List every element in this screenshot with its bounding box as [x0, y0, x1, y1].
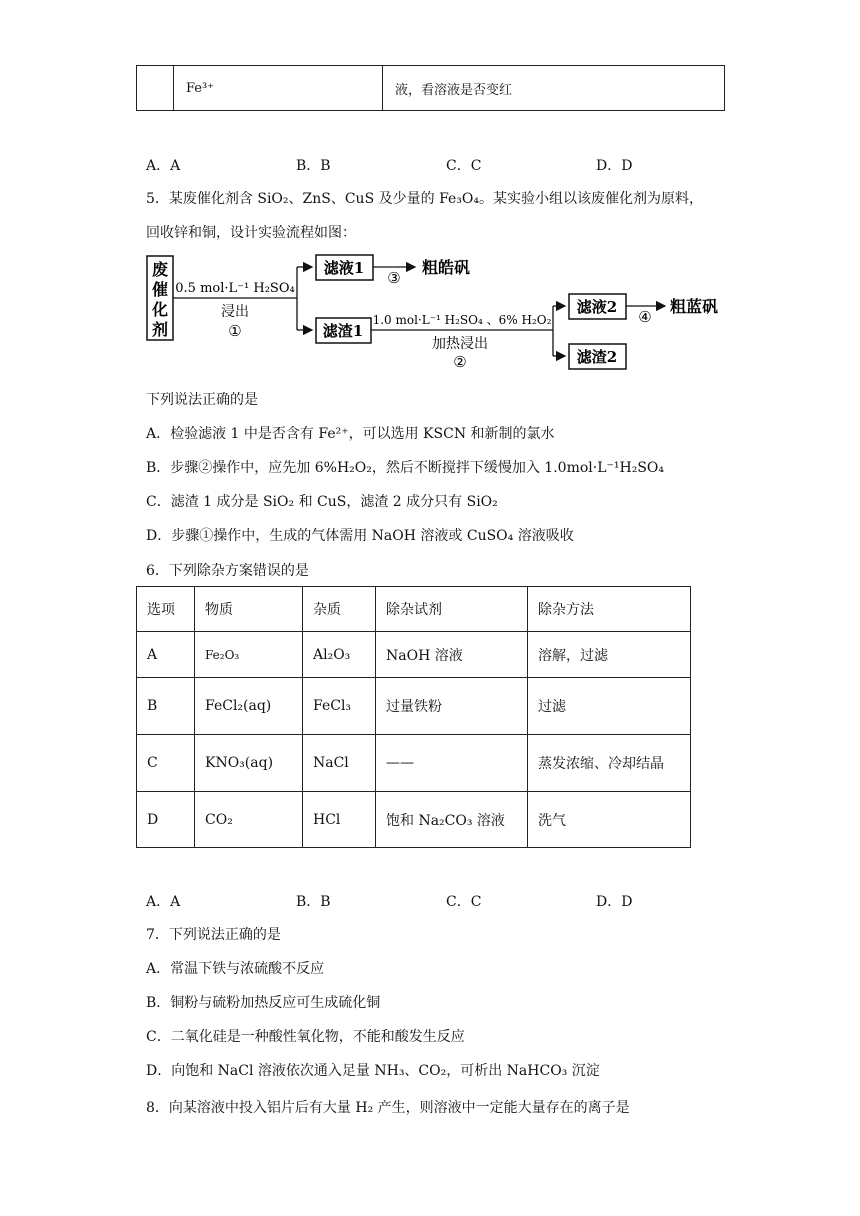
product1-label: 粗皓矾 [422, 258, 471, 277]
table-cell: KNO₃(aq) [195, 735, 303, 792]
step4-number: ④ [638, 308, 652, 326]
table-header: 除杂试剂 [376, 587, 528, 632]
table-header: 选项 [137, 587, 195, 632]
table-cell [137, 66, 174, 111]
reagent1-label: 0.5 mol·L⁻¹ H₂SO₄ [175, 281, 295, 296]
table-cell: FeCl₂(aq) [195, 678, 303, 735]
table-row [137, 735, 691, 792]
option: A．A [146, 158, 181, 174]
table-cell: FeCl₃ [303, 678, 376, 735]
q5-question: 下列说法正确的是 [146, 392, 258, 408]
filtrate2-label: 滤液2 [576, 298, 618, 316]
option: C．C [446, 894, 482, 910]
q6-table [136, 586, 691, 848]
start-char: 废 [151, 260, 169, 279]
table-cell: 饱和 Na₂CO₃ 溶液 [376, 792, 528, 848]
q7-option-b: B．铜粉与硫粉加热反应可生成硫化铜 [146, 995, 381, 1011]
table-cell: HCl [303, 792, 376, 848]
product2-label: 粗蓝矾 [670, 297, 719, 316]
option: A．A [146, 894, 181, 910]
step2-number: ② [453, 353, 467, 371]
start-char: 化 [151, 300, 169, 319]
q6-title: 6．下列除杂方案错误的是 [146, 563, 309, 579]
step2-label: 加热浸出 [432, 336, 488, 352]
table-cell: Al₂O₃ [303, 632, 376, 678]
table-cell: B [137, 678, 195, 735]
table-row [137, 678, 691, 735]
option: B．B [296, 894, 331, 910]
table-row [137, 66, 725, 111]
table-cell: Fe₂O₃ [195, 632, 303, 678]
q7-option-d: D．向饱和 NaCl 溶液依次通入足量 NH₃、CO₂，可析出 NaHCO₃ 沉淀 [146, 1063, 600, 1079]
table-cell: NaCl [303, 735, 376, 792]
table-header: 除杂方法 [528, 587, 691, 632]
step1-label: 浸出 [221, 304, 249, 320]
table-row [137, 792, 691, 848]
table-cell: 溶解，过滤 [528, 632, 691, 678]
table-cell: Fe³⁺ [174, 66, 383, 111]
table-cell: 过滤 [528, 678, 691, 735]
table-header: 杂质 [303, 587, 376, 632]
q5-option-b: B．步骤②操作中，应先加 6%H₂O₂，然后不断搅拌下缓慢加入 1.0mol·L⁻¹H₂SO₄ [146, 460, 665, 476]
start-char: 剂 [151, 320, 169, 339]
reagent2-label: 1.0 mol·L⁻¹ H₂SO₄ 、6% H₂O₂ [372, 313, 552, 327]
table-cell: D [137, 792, 195, 848]
table-header-row [137, 587, 691, 632]
table-row [137, 632, 691, 678]
option: B．B [296, 158, 331, 174]
q5-stem-line2: 回收锌和铜，设计实验流程如图： [146, 225, 356, 241]
residue1-label: 滤渣1 [322, 322, 364, 340]
table-cell: A [137, 632, 195, 678]
q7-option-a: A．常温下铁与浓硫酸不反应 [146, 961, 325, 977]
table-cell: 过量铁粉 [376, 678, 528, 735]
q5-option-a: A．检验滤液 1 中是否含有 Fe²⁺，可以选用 KSCN 和新制的氯水 [146, 426, 555, 442]
q5-stem-line1: 5．某废催化剂含 SiO₂、ZnS、CuS 及少量的 Fe₃O₄。某实验小组以该废催化剂为原料， [146, 191, 704, 207]
filtrate1-label: 滤液1 [323, 259, 365, 277]
q8-title: 8．向某溶液中投入铝片后有大量 H₂ 产生，则溶液中一定能大量存在的离子是 [146, 1100, 630, 1116]
table-cell: CO₂ [195, 792, 303, 848]
step3-number: ③ [387, 269, 401, 287]
q6-options [146, 891, 746, 911]
option: D．D [596, 158, 633, 174]
step1-number: ① [228, 322, 242, 340]
table-cell: 蒸发浓缩、冷却结晶 [528, 735, 691, 792]
q7-option-c: C．二氧化硅是一种酸性氧化物，不能和酸发生反应 [146, 1029, 465, 1045]
table-cell: —— [376, 735, 528, 792]
residue2-label: 滤渣2 [576, 348, 618, 366]
table-cell: 洗气 [528, 792, 691, 848]
option: C．C [446, 158, 482, 174]
table-header: 物质 [195, 587, 303, 632]
q5-option-d: D．步骤①操作中，生成的气体需用 NaOH 溶液或 CuSO₄ 溶液吸收 [146, 528, 574, 544]
table-cell: C [137, 735, 195, 792]
q5-option-c: C．滤渣 1 成分是 SiO₂ 和 CuS，滤渣 2 成分只有 SiO₂ [146, 494, 498, 510]
table-cell: 液，看溶液是否变红 [383, 66, 725, 111]
table-cell: NaOH 溶液 [376, 632, 528, 678]
option: D．D [596, 894, 633, 910]
top-table [136, 65, 725, 111]
q7-title: 7．下列说法正确的是 [146, 927, 281, 943]
start-char: 催 [151, 280, 169, 299]
flow-diagram [140, 250, 740, 380]
q4-options [146, 155, 746, 175]
